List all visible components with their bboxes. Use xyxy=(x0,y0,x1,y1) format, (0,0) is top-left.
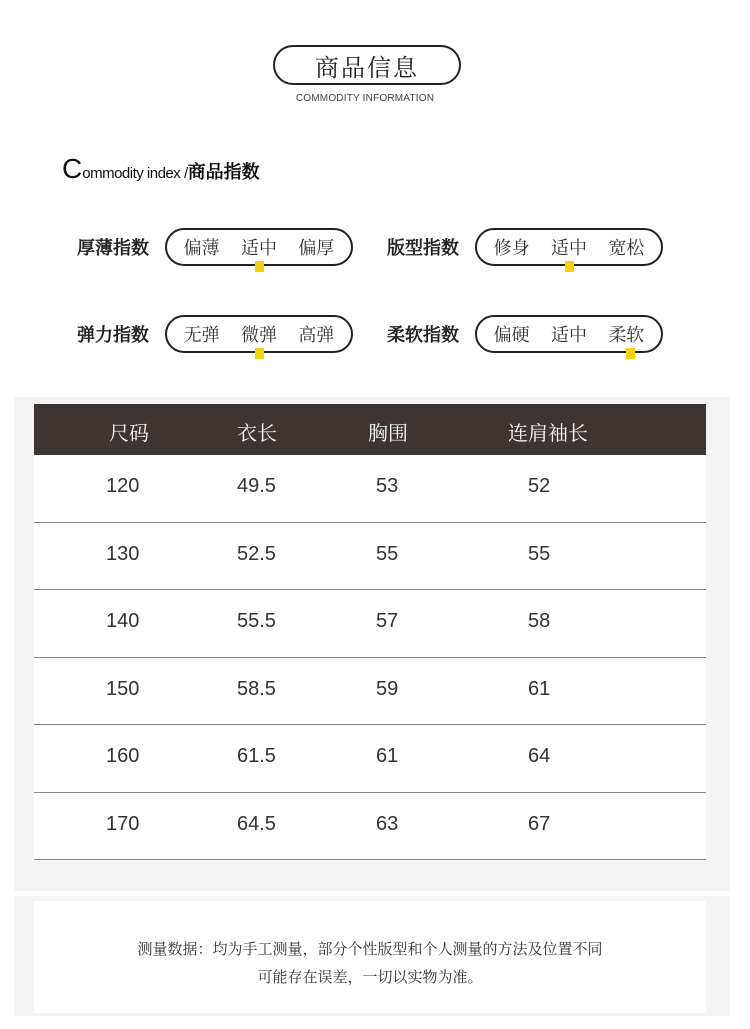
index-option: 修身 xyxy=(493,238,530,259)
table-row xyxy=(34,658,706,726)
index-heading xyxy=(62,155,260,184)
section-title: 商品信息 xyxy=(315,53,419,82)
index-scale xyxy=(165,228,353,266)
index-heading-latin: ommodity index / xyxy=(82,165,188,182)
index-heading-cn: 商品指数 xyxy=(187,162,260,183)
table-cell: 55 xyxy=(376,542,399,565)
index-fit xyxy=(387,228,663,266)
table-row xyxy=(34,590,706,658)
table-cell: 64.5 xyxy=(237,812,276,835)
index-label: 厚薄指数 xyxy=(77,238,149,259)
table-cell: 53 xyxy=(376,475,399,497)
section-title-pill xyxy=(273,45,461,85)
index-option-selected: 柔软 xyxy=(608,321,644,347)
size-table xyxy=(34,404,706,860)
table-cell: 130 xyxy=(106,542,140,565)
table-cell: 58.5 xyxy=(237,677,276,700)
index-option: 偏硬 xyxy=(493,325,530,346)
selected-marker xyxy=(255,348,264,359)
index-scale xyxy=(475,315,663,353)
index-heading-initial: C xyxy=(62,153,83,184)
table-cell: 61 xyxy=(376,745,399,767)
index-option: 偏厚 xyxy=(298,238,335,259)
table-cell: 140 xyxy=(106,610,140,632)
table-cell: 57 xyxy=(376,610,399,632)
table-row xyxy=(34,455,706,523)
table-cell: 61 xyxy=(528,677,551,700)
table-cell: 150 xyxy=(106,677,140,700)
section-subtitle: COMMODITY INFORMATION xyxy=(295,93,435,104)
table-cell: 170 xyxy=(106,812,140,835)
measurement-note xyxy=(34,901,706,1013)
header-size: 尺码 xyxy=(109,421,149,445)
table-cell: 160 xyxy=(106,745,140,767)
index-elasticity xyxy=(77,315,353,353)
table-body xyxy=(34,455,706,860)
table-cell: 59 xyxy=(376,677,399,700)
header-sleeve: 连肩袖长 xyxy=(508,421,588,445)
table-cell: 52 xyxy=(528,475,551,497)
index-option: 宽松 xyxy=(608,238,645,259)
table-header xyxy=(34,404,706,455)
table-cell: 52.5 xyxy=(237,542,276,565)
table-cell: 64 xyxy=(528,745,551,767)
index-option: 高弹 xyxy=(298,325,335,346)
note-line-1: 测量数据：均为手工测量，部分个性版型和个人测量的方法及位置不同 xyxy=(137,940,603,958)
index-thickness xyxy=(77,228,353,266)
selected-marker xyxy=(255,261,264,272)
index-label: 版型指数 xyxy=(387,238,459,259)
table-cell: 61.5 xyxy=(237,745,276,767)
table-row xyxy=(34,523,706,591)
table-cell: 67 xyxy=(528,812,551,835)
table-cell: 55 xyxy=(528,542,551,565)
index-option: 偏薄 xyxy=(183,238,220,259)
index-softness xyxy=(387,315,663,353)
selected-marker xyxy=(565,261,574,272)
index-option: 适中 xyxy=(550,325,587,346)
index-option: 无弹 xyxy=(183,325,220,346)
table-cell: 63 xyxy=(376,812,399,835)
index-option-selected: 适中 xyxy=(551,234,587,260)
header-length: 衣长 xyxy=(237,421,277,445)
index-option-selected: 微弹 xyxy=(241,321,277,347)
selected-marker xyxy=(626,348,635,359)
index-scale xyxy=(475,228,663,266)
table-row xyxy=(34,793,706,861)
table-cell: 120 xyxy=(106,475,140,497)
index-label: 弹力指数 xyxy=(77,325,149,346)
table-cell: 58 xyxy=(528,610,551,632)
note-line-2: 可能存在误差，一切以实物为准。 xyxy=(257,968,483,986)
table-row xyxy=(34,725,706,793)
index-option-selected: 适中 xyxy=(241,234,277,260)
table-cell: 55.5 xyxy=(237,610,276,632)
index-label: 柔软指数 xyxy=(387,325,459,346)
header-chest: 胸围 xyxy=(368,421,408,445)
table-cell: 49.5 xyxy=(237,475,276,497)
index-scale xyxy=(165,315,353,353)
